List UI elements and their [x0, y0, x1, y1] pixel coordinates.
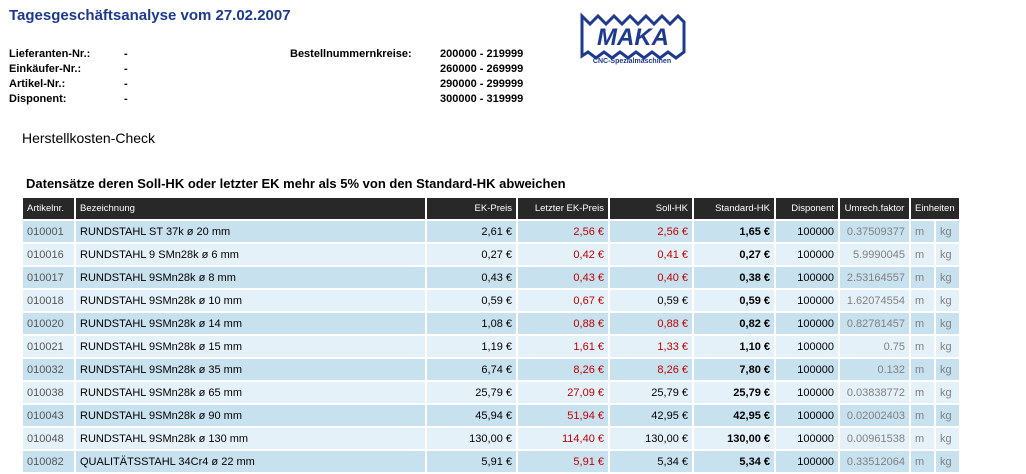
logo-subtitle: CNC-Spezialmaschinen — [592, 58, 672, 65]
cell-soll-hk: 0,40 € — [610, 267, 692, 288]
table-row[interactable] — [23, 382, 959, 403]
cell-einheit-1: m — [911, 336, 934, 357]
col-letzter-ek-preis[interactable]: Letzter EK-Preis — [518, 198, 608, 219]
table-row[interactable] — [23, 290, 959, 311]
cell-umrech-faktor: 0.75 — [840, 336, 909, 357]
cell-standard-hk: 7,80 € — [694, 359, 774, 380]
cell-standard-hk: 130,00 € — [694, 428, 774, 449]
cell-artikelnr: 010020 — [23, 313, 74, 334]
cell-bezeichnung: RUNDSTAHL 9SMn28k ø 65 mm — [76, 382, 425, 403]
cell-soll-hk: 8,26 € — [610, 359, 692, 380]
cell-soll-hk: 5,34 € — [610, 451, 692, 472]
cell-disponent: 100000 — [776, 267, 838, 288]
cell-bezeichnung: QUALITÄTSSTAHL 34Cr4 ø 22 mm — [76, 451, 425, 472]
col-standard-hk[interactable]: Standard-HK — [694, 198, 774, 219]
cell-einheit-2: kg — [936, 290, 959, 311]
report-title: Tagesgeschäftsanalyse vom 27.02.2007 — [9, 7, 291, 24]
cell-disponent: 100000 — [776, 405, 838, 426]
cell-letzter-ek-preis: 1,61 € — [518, 336, 608, 357]
filter-info — [9, 47, 128, 107]
cell-soll-hk: 0,41 € — [610, 244, 692, 265]
cell-artikelnr: 010038 — [23, 382, 74, 403]
cell-soll-hk: 25,79 € — [610, 382, 692, 403]
cell-einheit-1: m — [911, 313, 934, 334]
col-einheiten[interactable]: Einheiten — [911, 198, 959, 219]
cell-einheit-2: kg — [936, 221, 959, 242]
article-row — [9, 77, 128, 92]
cell-standard-hk: 42,95 € — [694, 405, 774, 426]
cell-umrech-faktor: 2.53164557 — [840, 267, 909, 288]
table-row[interactable] — [23, 267, 959, 288]
cell-einheit-1: m — [911, 451, 934, 472]
cell-einheit-2: kg — [936, 267, 959, 288]
cell-einheit-1: m — [911, 244, 934, 265]
cell-artikelnr: 010016 — [23, 244, 74, 265]
cell-umrech-faktor: 5.9990045 — [840, 244, 909, 265]
range-value: 290000 - 299999 — [440, 78, 524, 90]
cell-umrech-faktor: 0.00961538 — [840, 428, 909, 449]
cell-bezeichnung: RUNDSTAHL 9SMn28k ø 15 mm — [76, 336, 425, 357]
cell-ek-preis: 45,94 € — [427, 405, 516, 426]
cell-bezeichnung: RUNDSTAHL 9SMn28k ø 14 mm — [76, 313, 425, 334]
cell-disponent: 100000 — [776, 221, 838, 242]
cell-bezeichnung: RUNDSTAHL 9SMn28k ø 130 mm — [76, 428, 425, 449]
cell-einheit-1: m — [911, 221, 934, 242]
col-disponent[interactable]: Disponent — [776, 198, 838, 219]
table-row[interactable] — [23, 428, 959, 449]
cell-umrech-faktor: 0.33512064 — [840, 451, 909, 472]
cell-einheit-1: m — [911, 405, 934, 426]
cell-einheit-1: m — [911, 359, 934, 380]
cell-artikelnr: 010018 — [23, 290, 74, 311]
cell-bezeichnung: RUNDSTAHL ST 37k ø 20 mm — [76, 221, 425, 242]
supplier-row — [9, 47, 128, 62]
ranges-label: Bestellnummernkreise: — [290, 48, 412, 60]
cell-ek-preis: 1,08 € — [427, 313, 516, 334]
section-title: Herstellkosten-Check — [22, 130, 156, 146]
cell-einheit-1: m — [911, 290, 934, 311]
buyer-row — [9, 62, 128, 77]
cell-disponent: 100000 — [776, 336, 838, 357]
meta-value: - — [124, 63, 128, 75]
cell-standard-hk: 1,65 € — [694, 221, 774, 242]
cell-disponent: 100000 — [776, 313, 838, 334]
cell-bezeichnung: RUNDSTAHL 9SMn28k ø 35 mm — [76, 359, 425, 380]
cell-einheit-2: kg — [936, 244, 959, 265]
cell-einheit-2: kg — [936, 451, 959, 472]
cell-einheit-2: kg — [936, 382, 959, 403]
cell-ek-preis: 0,27 € — [427, 244, 516, 265]
cell-standard-hk: 0,82 € — [694, 313, 774, 334]
cell-artikelnr: 010001 — [23, 221, 74, 242]
col-ek-preis[interactable]: EK-Preis — [427, 198, 516, 219]
cell-einheit-2: kg — [936, 313, 959, 334]
cell-soll-hk: 0,59 € — [610, 290, 692, 311]
meta-label: Einkäufer-Nr.: — [9, 63, 82, 75]
cell-umrech-faktor: 0.02002403 — [840, 405, 909, 426]
col-soll-hk[interactable]: Soll-HK — [610, 198, 692, 219]
cell-ek-preis: 130,00 € — [427, 428, 516, 449]
cell-standard-hk: 25,79 € — [694, 382, 774, 403]
meta-value: - — [124, 78, 128, 90]
cell-einheit-1: m — [911, 428, 934, 449]
cell-einheit-2: kg — [936, 336, 959, 357]
cell-letzter-ek-preis: 0,88 € — [518, 313, 608, 334]
meta-label: Disponent: — [9, 93, 67, 105]
cell-letzter-ek-preis: 27,09 € — [518, 382, 608, 403]
range-value: 300000 - 319999 — [440, 93, 524, 105]
cell-letzter-ek-preis: 8,26 € — [518, 359, 608, 380]
cell-soll-hk: 1,33 € — [610, 336, 692, 357]
cell-artikelnr: 010032 — [23, 359, 74, 380]
cell-artikelnr: 010021 — [23, 336, 74, 357]
cost-check-table — [21, 196, 961, 474]
order-number-ranges — [290, 47, 523, 107]
cell-ek-preis: 0,43 € — [427, 267, 516, 288]
table-row[interactable] — [23, 244, 959, 265]
dispatcher-row — [9, 92, 128, 107]
meta-value: - — [124, 48, 128, 60]
cell-ek-preis: 1,19 € — [427, 336, 516, 357]
cell-bezeichnung: RUNDSTAHL 9SMn28k ø 8 mm — [76, 267, 425, 288]
cell-letzter-ek-preis: 0,42 € — [518, 244, 608, 265]
cell-ek-preis: 0,59 € — [427, 290, 516, 311]
cell-standard-hk: 0,27 € — [694, 244, 774, 265]
cell-disponent: 100000 — [776, 290, 838, 311]
cell-standard-hk: 5,34 € — [694, 451, 774, 472]
cell-disponent: 100000 — [776, 382, 838, 403]
cell-standard-hk: 0,38 € — [694, 267, 774, 288]
table-row[interactable] — [23, 221, 959, 242]
cell-einheit-2: kg — [936, 359, 959, 380]
cell-umrech-faktor: 0.37509377 — [840, 221, 909, 242]
cell-letzter-ek-preis: 5,91 € — [518, 451, 608, 472]
cell-einheit-1: m — [911, 382, 934, 403]
table-header — [23, 198, 959, 219]
cell-ek-preis: 2,61 € — [427, 221, 516, 242]
table-title: Datensätze deren Soll-HK oder letzter EK mehr als 5% von den Standard-HK abweichen — [26, 176, 566, 191]
cell-bezeichnung: RUNDSTAHL 9SMn28k ø 10 mm — [76, 290, 425, 311]
cell-disponent: 100000 — [776, 428, 838, 449]
cell-disponent: 100000 — [776, 451, 838, 472]
cell-letzter-ek-preis: 51,94 € — [518, 405, 608, 426]
cell-einheit-2: kg — [936, 428, 959, 449]
cell-umrech-faktor: 0.82781457 — [840, 313, 909, 334]
range-value: 260000 - 269999 — [440, 63, 524, 75]
cell-umrech-faktor: 0.03838772 — [840, 382, 909, 403]
cell-letzter-ek-preis: 0,67 € — [518, 290, 608, 311]
meta-label: Artikel-Nr.: — [9, 78, 66, 90]
col-umrech-faktor[interactable]: Umrech.faktor — [840, 198, 909, 219]
cell-ek-preis: 6,74 € — [427, 359, 516, 380]
cell-standard-hk: 1,10 € — [694, 336, 774, 357]
table-row[interactable] — [23, 359, 959, 380]
logo-text: MAKA — [597, 24, 669, 51]
table-body — [23, 221, 959, 472]
range-value: 200000 - 219999 — [440, 48, 524, 60]
table-row[interactable] — [23, 336, 959, 357]
cell-einheit-2: kg — [936, 405, 959, 426]
cell-soll-hk: 130,00 € — [610, 428, 692, 449]
col-bezeichnung[interactable]: Bezeichnung — [76, 198, 425, 219]
cell-umrech-faktor: 0.132 — [840, 359, 909, 380]
cell-soll-hk: 42,95 € — [610, 405, 692, 426]
cell-letzter-ek-preis: 0,43 € — [518, 267, 608, 288]
cell-umrech-faktor: 1.62074554 — [840, 290, 909, 311]
cell-soll-hk: 0,88 € — [610, 313, 692, 334]
cell-artikelnr: 010082 — [23, 451, 74, 472]
cell-einheit-1: m — [911, 267, 934, 288]
table-row[interactable] — [23, 313, 959, 334]
cell-letzter-ek-preis: 2,56 € — [518, 221, 608, 242]
cell-standard-hk: 0,59 € — [694, 290, 774, 311]
cell-artikelnr: 010048 — [23, 428, 74, 449]
table-row[interactable] — [23, 405, 959, 426]
meta-label: Lieferanten-Nr.: — [9, 48, 91, 60]
cell-ek-preis: 25,79 € — [427, 382, 516, 403]
table-row[interactable] — [23, 451, 959, 472]
cell-bezeichnung: RUNDSTAHL 9SMn28k ø 90 mm — [76, 405, 425, 426]
cell-artikelnr: 010043 — [23, 405, 74, 426]
cell-disponent: 100000 — [776, 244, 838, 265]
cell-ek-preis: 5,91 € — [427, 451, 516, 472]
cell-bezeichnung: RUNDSTAHL 9 SMn28k ø 6 mm — [76, 244, 425, 265]
col-artikelnr[interactable]: Artikelnr. — [23, 198, 74, 219]
cell-artikelnr: 010017 — [23, 267, 74, 288]
meta-value: - — [124, 93, 128, 105]
cell-soll-hk: 2,56 € — [610, 221, 692, 242]
cell-disponent: 100000 — [776, 359, 838, 380]
cell-letzter-ek-preis: 114,40 € — [518, 428, 608, 449]
